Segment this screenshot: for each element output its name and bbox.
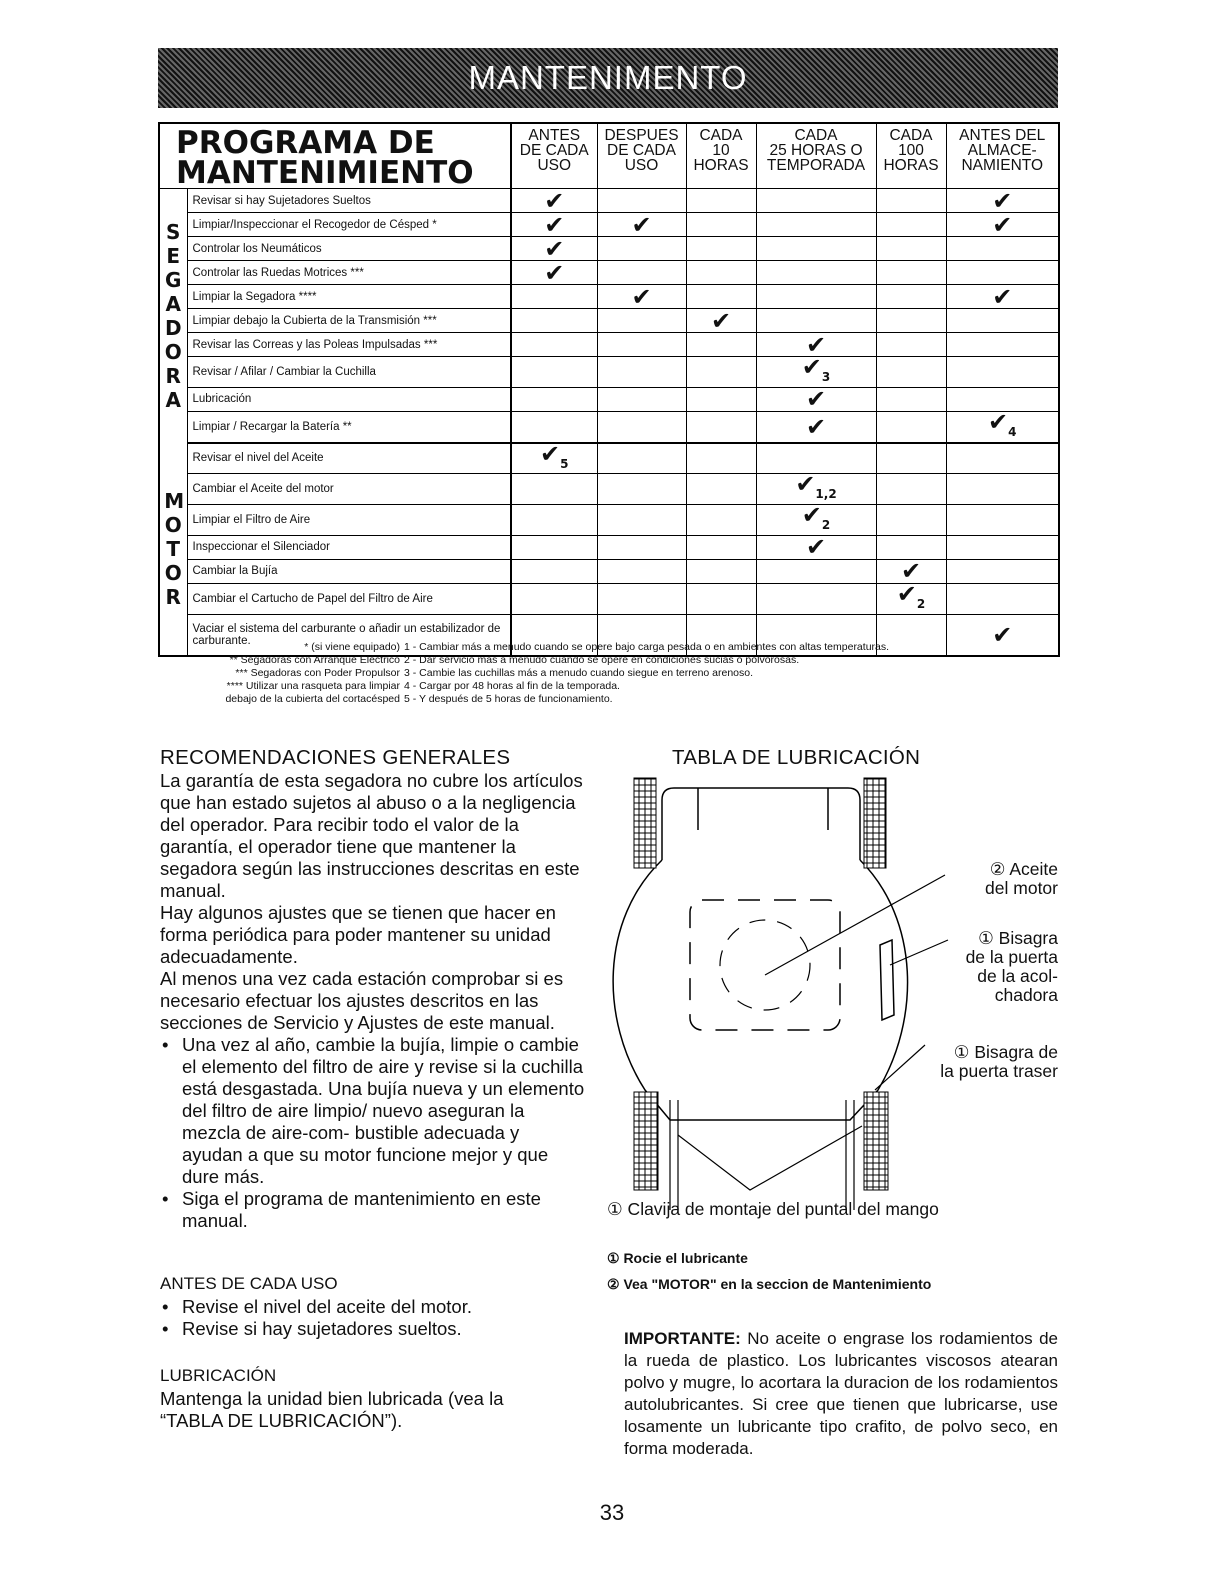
schedule-cell <box>876 579 946 614</box>
schedule-cell <box>876 387 946 411</box>
check-mark: ✔ <box>988 407 1009 436</box>
schedule-cell <box>876 357 946 388</box>
task-label: Cambiar el Cartucho de Papel del Filtro de Aire <box>187 583 511 614</box>
schedule-cell <box>511 583 597 614</box>
schedule-cell <box>876 443 946 474</box>
check-mark: ✔ <box>710 306 732 335</box>
schedule-row <box>159 333 1059 357</box>
schedule-cell <box>686 261 756 285</box>
schedule-cell <box>876 237 946 261</box>
task-label: Limpiar/Inspeccionar el Recogedor de Césped * <box>187 213 511 237</box>
task-label: Vaciar el sistema del carburante o añadir un estabilizador de carburante. <box>187 614 511 656</box>
important-label: IMPORTANTE: <box>624 1329 741 1348</box>
col-header-100-hours: CADA 100 HORAS <box>876 123 946 189</box>
schedule-cell <box>946 333 1059 357</box>
schedule-cell <box>686 411 756 442</box>
schedule-cell <box>597 559 686 583</box>
schedule-cell <box>756 309 876 333</box>
check-mark: ✔ <box>805 330 827 359</box>
col-header-after-use: DESPUES DE CADA USO <box>597 123 686 189</box>
section-label-segadora: SEGADORA <box>159 189 187 443</box>
schedule-cell <box>686 474 756 505</box>
schedule-row <box>159 474 1059 505</box>
schedule-cell <box>756 470 876 505</box>
task-label: Cambiar el Aceite del motor <box>187 474 511 505</box>
schedule-title: PROGRAMA DE MANTENIMIENTO <box>159 123 511 189</box>
footnote-ref: 4 <box>1008 424 1017 439</box>
schedule-cell <box>876 261 946 285</box>
schedule-cell <box>946 583 1059 614</box>
important-note <box>624 1328 1058 1460</box>
col-header-before-storage: ANTES DEL ALMACE- NAMIENTO <box>946 123 1059 189</box>
schedule-row <box>159 583 1059 614</box>
check-mark: ✔ <box>631 282 652 311</box>
schedule-cell <box>597 411 686 442</box>
col-header-before-use: ANTES DE CADA USO <box>511 123 597 189</box>
check-mark: ✔ <box>900 557 922 586</box>
schedule-cell <box>686 387 756 411</box>
footnote-ref: 2 <box>916 596 926 611</box>
general-bullets: • Una vez al año, cambie la bujía, limpie o cambie el elemento del filtro de aire y revise si la cuchilla está desgastada. Una bujía nueva y un elemento del filtro de aire limpio/ nuevo aseguran la mezcla de aire-com- bustible adecuada y ayudan a que su motor funcione mejor y que dure más. • Siga el programa de mantenimiento en este manual. <box>160 1034 585 1232</box>
maintenance-schedule-table <box>158 122 1060 657</box>
schedule-cell <box>756 353 876 388</box>
schedule-cell <box>686 213 756 237</box>
schedule-cell <box>597 443 686 474</box>
before-use-bullets: • Revise el nivel del aceite del motor. • Revise si hay sujetadores sueltos. <box>160 1296 585 1340</box>
footnotes-left: * (si viene equipado) ** Segadoras con Arranque Eléctrico *** Segadoras con Poder Propulsor **** Utilizar una rasqueta para limpiar debajo de la cubierta del cortacésped <box>225 641 400 705</box>
maintenance-banner <box>158 48 1058 108</box>
schedule-cell <box>597 210 686 239</box>
task-label: Revisar las Correas y las Poleas Impulsadas *** <box>187 333 511 357</box>
schedule-row <box>159 309 1059 333</box>
schedule-row <box>159 411 1059 442</box>
schedule-cell <box>511 309 597 333</box>
callout-bag-door-hinge: ① Bisagra de la puerta de la acol- chadora <box>965 928 1058 1005</box>
schedule-cell <box>511 186 597 215</box>
schedule-cell <box>876 505 946 536</box>
col-header-10-hours: CADA 10 HORAS <box>686 123 756 189</box>
schedule-row <box>159 535 1059 559</box>
schedule-cell <box>876 474 946 505</box>
check-mark: ✔ <box>896 579 917 608</box>
schedule-cell <box>597 309 686 333</box>
important-text: No aceite o engrase los rodamientos de la rueda de plastico. Los lubricantes viscosos atearan polvo y mugre, lo acortara la duracion de los rodamientos autolubricantes. Si cree que tienen que lubricarse, use losamente un lubricante tipo crafito, de polvo seco, en forma moderada. <box>624 1329 1058 1458</box>
schedule-cell <box>756 583 876 614</box>
schedule-cell <box>946 210 1059 239</box>
schedule-cell <box>756 533 876 562</box>
schedule-cell <box>597 237 686 261</box>
check-mark: ✔ <box>544 258 565 287</box>
schedule-cell <box>946 505 1059 536</box>
schedule-cell <box>686 285 756 309</box>
schedule-cell <box>876 189 946 213</box>
schedule-cell <box>686 559 756 583</box>
legend-spray-lubricant: ① Rocie el lubricante <box>607 1250 748 1266</box>
check-mark: ✔ <box>544 186 565 215</box>
schedule-cell <box>686 333 756 357</box>
schedule-cell <box>597 505 686 536</box>
schedule-row <box>159 261 1059 285</box>
schedule-cell <box>756 261 876 285</box>
check-mark: ✔ <box>992 282 1013 311</box>
banner-title: MANTENIMENTO <box>468 59 748 96</box>
task-label: Lubricación <box>187 387 511 411</box>
schedule-cell <box>756 385 876 414</box>
footnotes-right: 1 - Cambiar más a menudo cuando se opere bajo carga pesada o en ambientes con altas temperaturas. 2 - Dar servicio más a menudo cuando se opere en condiciones sucias o polvorosas. 3 - Cambie las cuchillas más a menudo cuando siegue en terreno arenoso. 4 - Cargar por 48 horas al fin de la temporada. 5 - Y después de 5 horas de funcionamiento. <box>404 641 890 705</box>
schedule-cell <box>511 285 597 309</box>
schedule-cell <box>686 357 756 388</box>
schedule-cell <box>756 559 876 583</box>
schedule-cell <box>597 357 686 388</box>
schedule-cell <box>597 333 686 357</box>
lube-chart-heading: TABLA DE LUBRICACIÓN <box>672 746 921 769</box>
schedule-cell <box>597 261 686 285</box>
schedule-cell <box>876 285 946 309</box>
col-header-25-hours: CADA 25 HORAS O TEMPORADA <box>756 123 876 189</box>
check-mark: ✔ <box>992 620 1013 649</box>
before-use-heading: ANTES DE CADA USO <box>160 1274 338 1293</box>
general-heading: RECOMENDACIONES GENERALES <box>160 746 511 769</box>
check-mark: ✔ <box>992 210 1013 239</box>
lubrication-text: Mantenga la unidad bien lubricada (vea la “TABLA DE LUBRICACIÓN”). <box>160 1388 504 1431</box>
rear-right-wheel <box>864 1092 888 1190</box>
task-label: Limpiar / Recargar la Batería ** <box>187 411 511 442</box>
schedule-cell <box>511 559 597 583</box>
schedule-cell <box>597 282 686 311</box>
schedule-cell <box>946 407 1059 442</box>
schedule-cell <box>511 439 597 474</box>
check-mark: ✔ <box>544 234 565 263</box>
schedule-cell <box>686 505 756 536</box>
task-label: Revisar / Afilar / Cambiar la Cuchilla <box>187 357 511 388</box>
lubrication-heading: LUBRICACIÓN <box>160 1366 277 1385</box>
schedule-cell <box>876 411 946 442</box>
check-mark: ✔ <box>992 186 1013 215</box>
check-mark: ✔ <box>544 210 565 239</box>
schedule-row <box>159 213 1059 237</box>
schedule-row <box>159 443 1059 474</box>
legend-see-motor: ② Vea "MOTOR" en la seccion de Mantenimiento <box>607 1276 932 1292</box>
schedule-cell <box>946 282 1059 311</box>
schedule-cell <box>511 234 597 263</box>
schedule-cell <box>511 333 597 357</box>
schedule-cell <box>756 501 876 536</box>
page-number: 33 <box>599 1500 625 1525</box>
schedule-cell <box>597 535 686 559</box>
schedule-row <box>159 189 1059 213</box>
check-mark: ✔ <box>801 501 822 530</box>
schedule-cell <box>511 535 597 559</box>
task-label: Revisar el nivel del Aceite <box>187 443 511 474</box>
schedule-cell <box>686 443 756 474</box>
schedule-cell <box>597 474 686 505</box>
schedule-cell <box>597 387 686 411</box>
check-mark: ✔ <box>795 470 816 499</box>
task-label: Cambiar la Bujía <box>187 559 511 583</box>
callout-engine-oil: ② Aceite del motor <box>985 859 1058 898</box>
schedule-row <box>159 505 1059 536</box>
rear-left-wheel <box>634 1092 658 1190</box>
schedule-row <box>159 387 1059 411</box>
schedule-cell <box>686 189 756 213</box>
schedule-body <box>159 186 1059 656</box>
footnote-ref: 5 <box>560 456 569 471</box>
schedule-row <box>159 559 1059 583</box>
schedule-cell <box>511 411 597 442</box>
schedule-cell <box>756 411 876 442</box>
schedule-cell <box>876 535 946 559</box>
schedule-cell <box>511 357 597 388</box>
schedule-cell <box>756 285 876 309</box>
schedule-cell <box>511 258 597 287</box>
schedule-cell <box>756 189 876 213</box>
task-label: Controlar las Ruedas Motrices *** <box>187 261 511 285</box>
task-label: Controlar los Neumáticos <box>187 237 511 261</box>
task-label: Limpiar la Segadora **** <box>187 285 511 309</box>
schedule-cell <box>946 357 1059 388</box>
schedule-cell <box>876 333 946 357</box>
schedule-cell <box>946 186 1059 215</box>
schedule-cell <box>597 583 686 614</box>
footnote-ref: 2 <box>821 517 831 532</box>
schedule-cell <box>511 474 597 505</box>
schedule-cell <box>756 213 876 237</box>
check-mark: ✔ <box>805 533 827 562</box>
schedule-cell <box>686 535 756 559</box>
footnote-ref: 1,2 <box>815 487 837 502</box>
task-label: Limpiar el Filtro de Aire <box>187 505 511 536</box>
check-mark: ✔ <box>805 412 827 441</box>
schedule-cell <box>876 213 946 237</box>
schedule-cell <box>511 505 597 536</box>
check-mark: ✔ <box>540 439 561 468</box>
schedule-cell <box>946 309 1059 333</box>
schedule-cell <box>511 210 597 239</box>
schedule-cell <box>756 237 876 261</box>
schedule-cell <box>756 443 876 474</box>
task-label: Inspeccionar el Silenciador <box>187 535 511 559</box>
footnote-ref: 3 <box>821 369 831 384</box>
task-label: Limpiar debajo la Cubierta de la Transmisión *** <box>187 309 511 333</box>
check-mark: ✔ <box>805 385 827 414</box>
schedule-cell <box>946 237 1059 261</box>
section-label-motor: MOTOR <box>159 443 187 656</box>
schedule-cell <box>946 443 1059 474</box>
check-mark: ✔ <box>631 210 652 239</box>
schedule-cell <box>597 189 686 213</box>
general-text: La garantía de esta segadora no cubre los artículos que han estado sujetos al abuso o a la negligencia del operador. Para recibir todo el valor de la garantía, el operador tiene que mantener la segadora según las instrucciones descritas en este manual. Hay algunos ajustes que se tienen que hacer en forma periódica para poder mantener su unidad adecuadamente. Al menos una vez cada estación comprobar si es necesario efectuar los ajustes descritos en las secciones de Servicio y Ajustes de este manual. • Una vez al año, cambie la bujía, limpie o cambie el elemento del filtro de aire y revise si la cuchilla está desgastada. Una bujía nueva y un elemento del filtro de aire limpio/ nuevo aseguran la mezcla de aire-com- bustible adecuada y ayudan a que su motor funcione mejor y que dure más. • Siga el programa de mantenimiento en este manual. <box>160 770 585 1232</box>
schedule-cell <box>946 559 1059 583</box>
front-left-wheel <box>634 778 656 868</box>
schedule-cell <box>876 309 946 333</box>
task-label: Revisar si hay Sujetadores Sueltos <box>187 189 511 213</box>
schedule-row <box>159 237 1059 261</box>
schedule-cell <box>946 535 1059 559</box>
schedule-row <box>159 357 1059 388</box>
callout-rear-door-hinge: ① Bisagra de la puerta traser <box>940 1042 1058 1081</box>
schedule-cell <box>946 261 1059 285</box>
schedule-cell <box>686 583 756 614</box>
check-mark: ✔ <box>801 353 822 381</box>
schedule-cell <box>511 387 597 411</box>
schedule-cell <box>686 306 756 335</box>
front-right-wheel <box>864 778 886 868</box>
callout-handle-pin: ① Clavija de montaje del puntal del mango <box>607 1199 939 1219</box>
schedule-cell <box>686 237 756 261</box>
schedule-row <box>159 285 1059 309</box>
schedule-cell <box>946 474 1059 505</box>
